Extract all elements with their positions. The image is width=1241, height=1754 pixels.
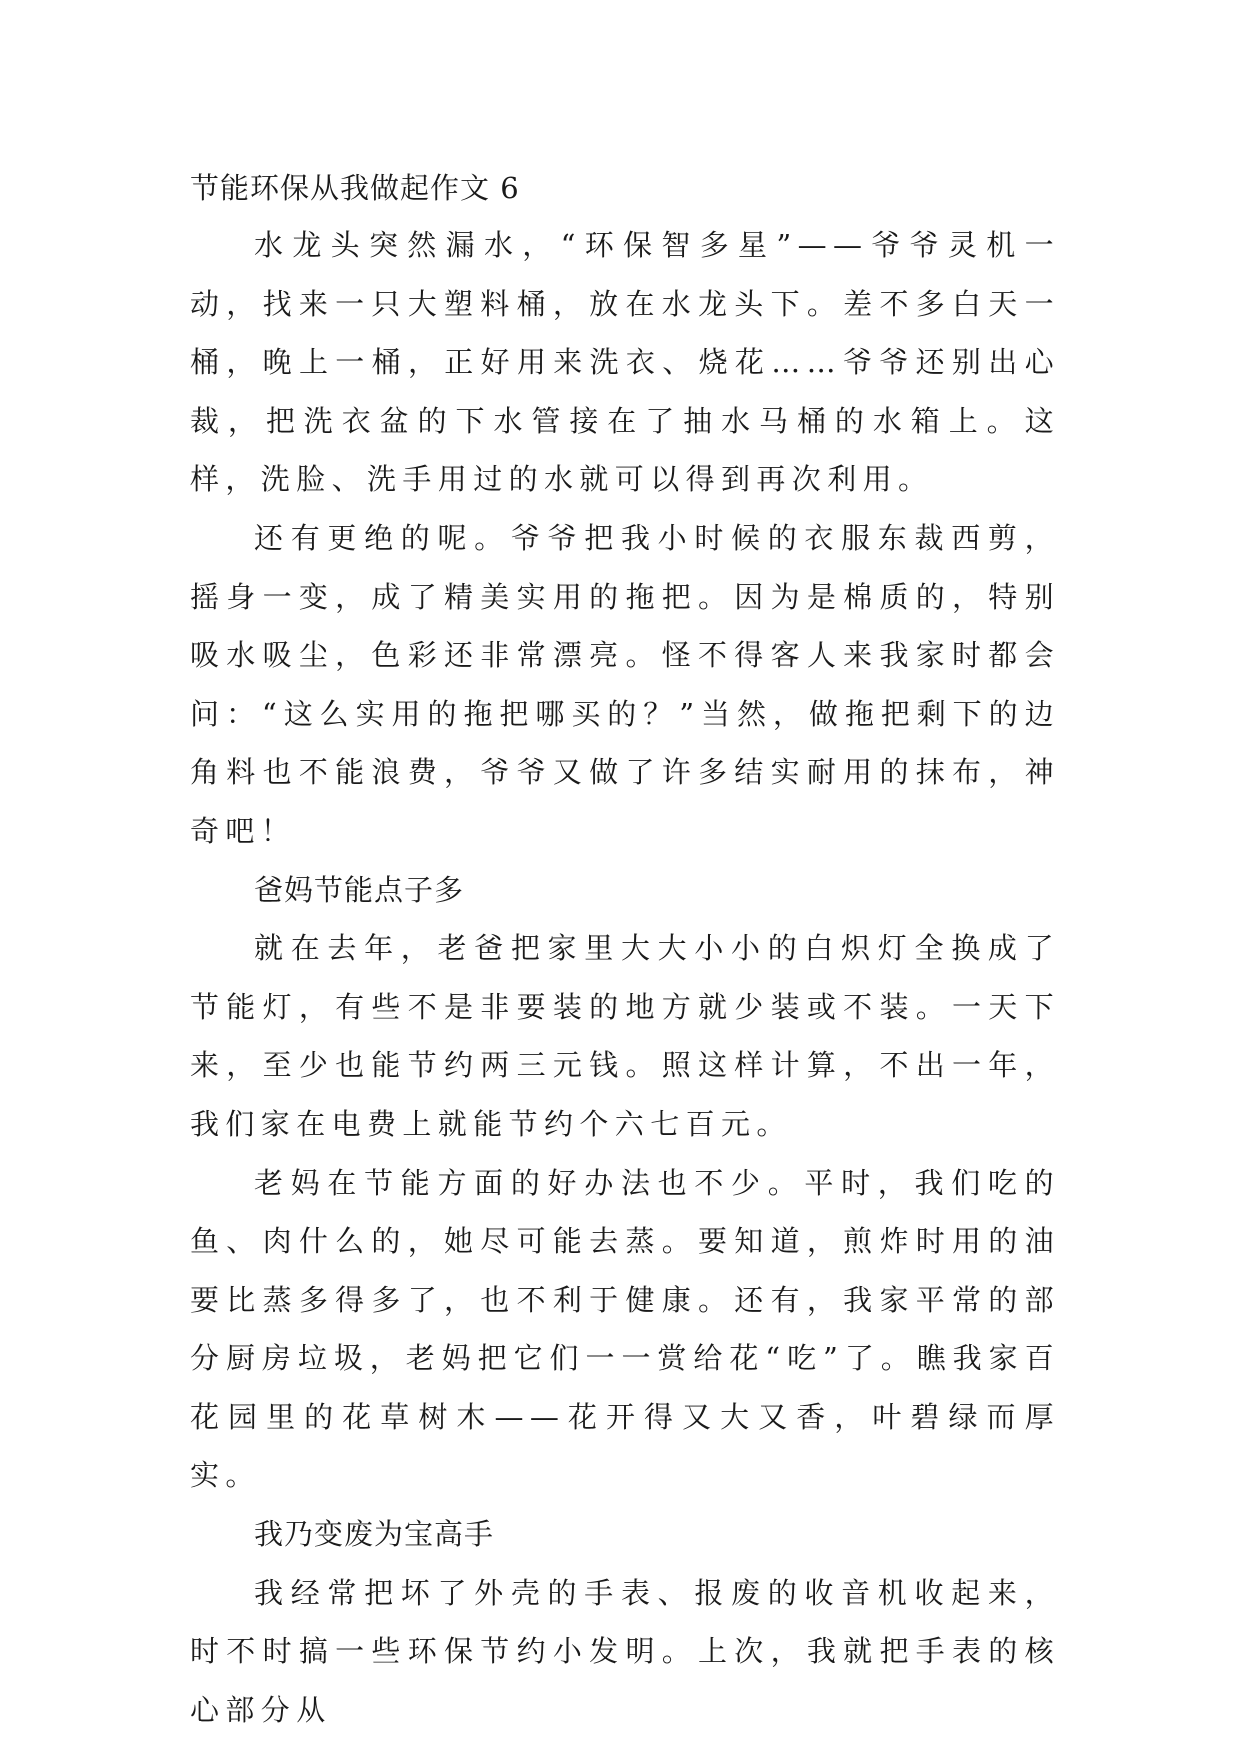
section-heading-parents: 爸妈节能点子多 xyxy=(254,872,465,907)
paragraph-grandpa-mop: 还有更绝的呢。爷爷把我小时候的衣服东裁西剪，摇身一变，成了精美实用的拖把。因为是棉质的，特别吸水吸尘，色彩还非常漂亮。怪不得客人来我家时都会问：“这么实用的拖把哪买的？”当然，做拖把剩下的边角料也不能浪费，爷爷又做了许多结实耐用的抹布，神奇吧！ xyxy=(190,520,1060,848)
document-body xyxy=(190,160,1060,1739)
paragraph-mom-cooking: 老妈在节能方面的好办法也不少。平时，我们吃的鱼、肉什么的，她尽可能去蒸。要知道，煎炸时用的油要比蒸多得多了，也不利于健康。还有，我家平常的部分厨房垃圾，老妈把它们一一赏给花“吃”了。瞧我家百花园里的花草树木——花开得又大又香，叶碧绿而厚实。 xyxy=(190,1165,1060,1493)
section-heading-me: 我乃变废为宝高手 xyxy=(254,1517,495,1552)
paragraph-me-inventions: 我经常把坏了外壳的手表、报废的收音机收起来，时不时搞一些环保节约小发明。上次，我就把手表的核心部分从 xyxy=(190,1575,1060,1727)
document-title: 节能环保从我做起作文 6 xyxy=(190,171,520,205)
paragraph-grandpa-faucet: 水龙头突然漏水，“环保智多星”——爷爷灵机一动，找来一只大塑料桶，放在水龙头下。差不多白天一桶，晚上一桶，正好用来洗衣、烧花……爷爷还别出心裁，把洗衣盆的下水管接在了抽水马桶的水箱上。这样，洗脸、洗手用过的水就可以得到再次利用。 xyxy=(190,228,1060,497)
paragraph-dad-lights: 就在去年，老爸把家里大大小小的白炽灯全换成了节能灯，有些不是非要装的地方就少装或不装。一天下来，至少也能节约两三元钱。照这样计算，不出一年，我们家在电费上就能节约个六七百元。 xyxy=(190,931,1060,1141)
